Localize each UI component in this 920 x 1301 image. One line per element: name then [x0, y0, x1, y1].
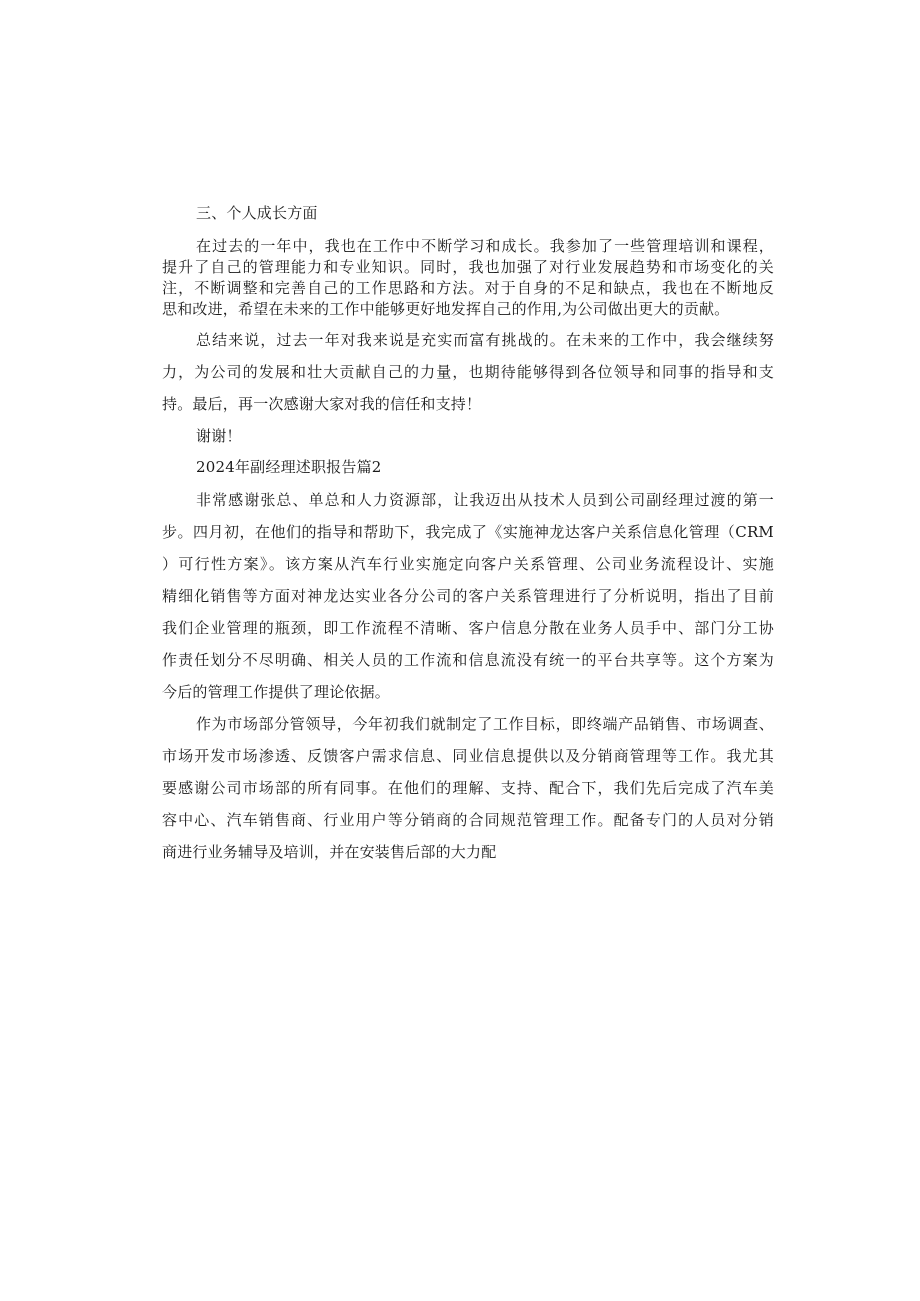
text-line: 步。四月初，在他们的指导和帮助下，我完成了《实施神龙达客户关系信息化管理（CRM [162, 523, 774, 541]
text-line: 我们企业管理的瓶颈，即工作流程不清晰、客户信息分散在业务人员手中、部门分工协 [162, 619, 774, 637]
text-line: 提升了自己的管理能力和专业知识。同时，我也加强了对行业发展趋势和市场变化的关 [162, 258, 774, 276]
text-line: 市场开发市场渗透、反馈客户需求信息、同业信息提供以及分销商管理等工作。我尤其 [162, 747, 774, 765]
text-line: 作为市场部分管领导，今年初我们就制定了工作目标，即终端产品销售、市场调查、 [196, 715, 774, 733]
section-heading: 三、个人成长方面 [196, 204, 318, 222]
text-line: 要感谢公司市场部的所有同事。在他们的理解、支持、配合下，我们先后完成了汽车美 [162, 779, 774, 797]
text-line: 总结来说，过去一年对我来说是充实而富有挑战的。在未来的工作中，我会继续努 [196, 331, 774, 349]
text-line: 注，不断调整和完善自己的工作思路和方法。对于自身的不足和缺点，我也在不断地反 [162, 279, 774, 297]
text-line: 非常感谢张总、单总和人力资源部，让我迈出从技术人员到公司副经理过渡的第一 [196, 491, 774, 509]
text-line: 商进行业务辅导及培训，并在安装售后部的大力配 [162, 843, 497, 861]
article-title: 2024年副经理述职报告篇2 [196, 458, 382, 476]
text-line: 今后的管理工作提供了理论依据。 [162, 683, 391, 701]
text-line: 精细化销售等方面对神龙达实业各分公司的客户关系管理进行了分析说明，指出了目前 [162, 587, 774, 605]
thanks-line: 谢谢！ [196, 427, 242, 445]
text-line: 持。最后，再一次感谢大家对我的信任和支持！ [162, 395, 482, 413]
text-line: 作责任划分不尽明确、相关人员的工作流和信息流没有统一的平台共享等。这个方案为 [162, 651, 774, 669]
text-line: ）可行性方案》。该方案从汽车行业实施定向客户关系管理、公司业务流程设计、实施 [162, 555, 774, 573]
text-line: 在过去的一年中，我也在工作中不断学习和成长。我参加了一些管理培训和课程， [196, 237, 774, 255]
text-line: 思和改进，希望在未来的工作中能够更好地发挥自己的作用,为公司做出更大的贡献。 [162, 300, 730, 318]
text-line: 力，为公司的发展和壮大贡献自己的力量，也期待能够得到各位领导和同事的指导和支 [162, 363, 774, 381]
text-line: 容中心、汽车销售商、行业用户等分销商的合同规范管理工作。配备专门的人员对分销 [162, 811, 774, 829]
